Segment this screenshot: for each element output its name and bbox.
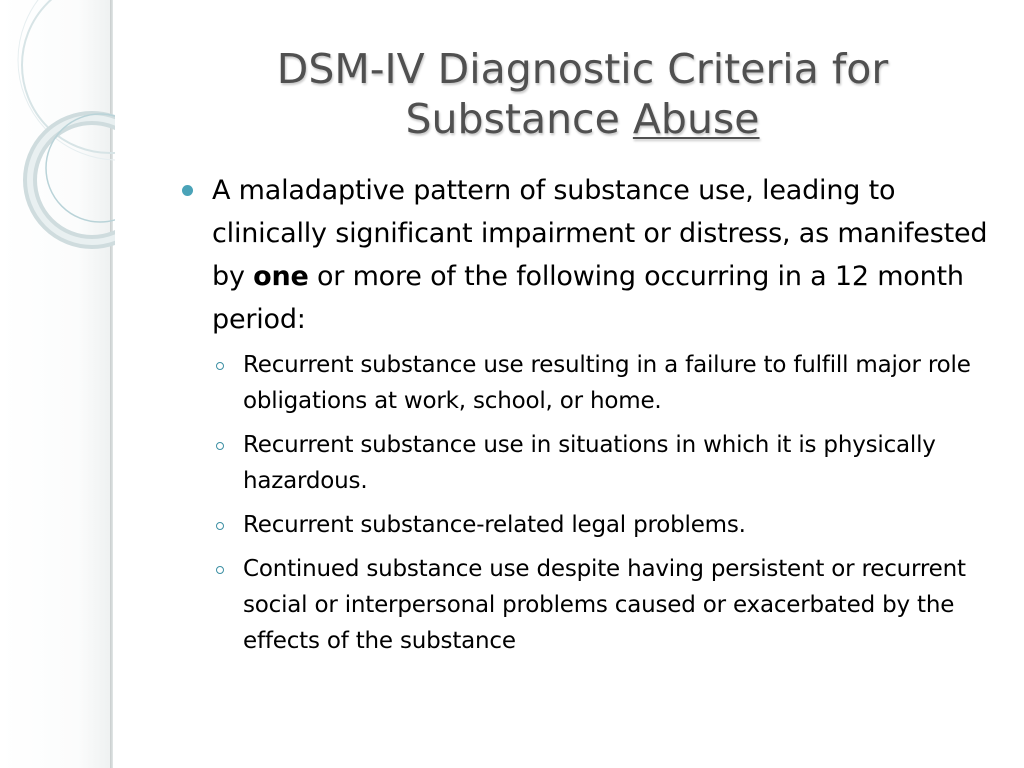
sub-bullet-item	[243, 427, 1000, 499]
main-bullet-text-before: A maladaptive pattern of substance use, leading to clinically significant impairment or distress, as manifested by	[212, 175, 988, 292]
slide-title	[165, 44, 1000, 144]
main-bullet-bold-word: one	[253, 261, 309, 292]
hollow-circle-bullet-icon	[216, 442, 224, 450]
hollow-circle-bullet-icon	[216, 522, 224, 530]
title-line-2-prefix: Substance	[405, 95, 620, 143]
slide-body	[180, 169, 1000, 667]
sub-bullet-item	[243, 551, 1000, 659]
main-bullet-text-after: or more of the following occurring in a 12 month period:	[212, 261, 964, 335]
decorative-circles-graphic	[0, 0, 115, 260]
hollow-circle-bullet-icon	[216, 566, 224, 574]
sub-bullet-list	[180, 347, 1000, 659]
sub-bullet-text: Continued substance use despite having persistent or recurrent social or interpersonal problems caused or exacerbated by the effects of the substance	[243, 556, 966, 654]
title-underlined-word: Abuse	[632, 95, 760, 143]
sub-bullet-item	[243, 507, 1000, 543]
sub-bullet-text: Recurrent substance-related legal problems.	[243, 512, 746, 538]
sub-bullet-text: Recurrent substance use resulting in a failure to fulfill major role obligations at work, school, or home.	[243, 352, 971, 414]
hollow-circle-bullet-icon	[216, 362, 224, 370]
title-line-2	[165, 94, 1000, 144]
bullet-dot-icon	[182, 185, 193, 196]
sub-bullet-text: Recurrent substance use in situations in which it is physically hazardous.	[243, 432, 936, 494]
sub-bullet-item	[243, 347, 1000, 419]
title-line-1: DSM-IV Diagnostic Criteria for	[276, 45, 889, 93]
main-bullet-item	[180, 169, 1000, 341]
